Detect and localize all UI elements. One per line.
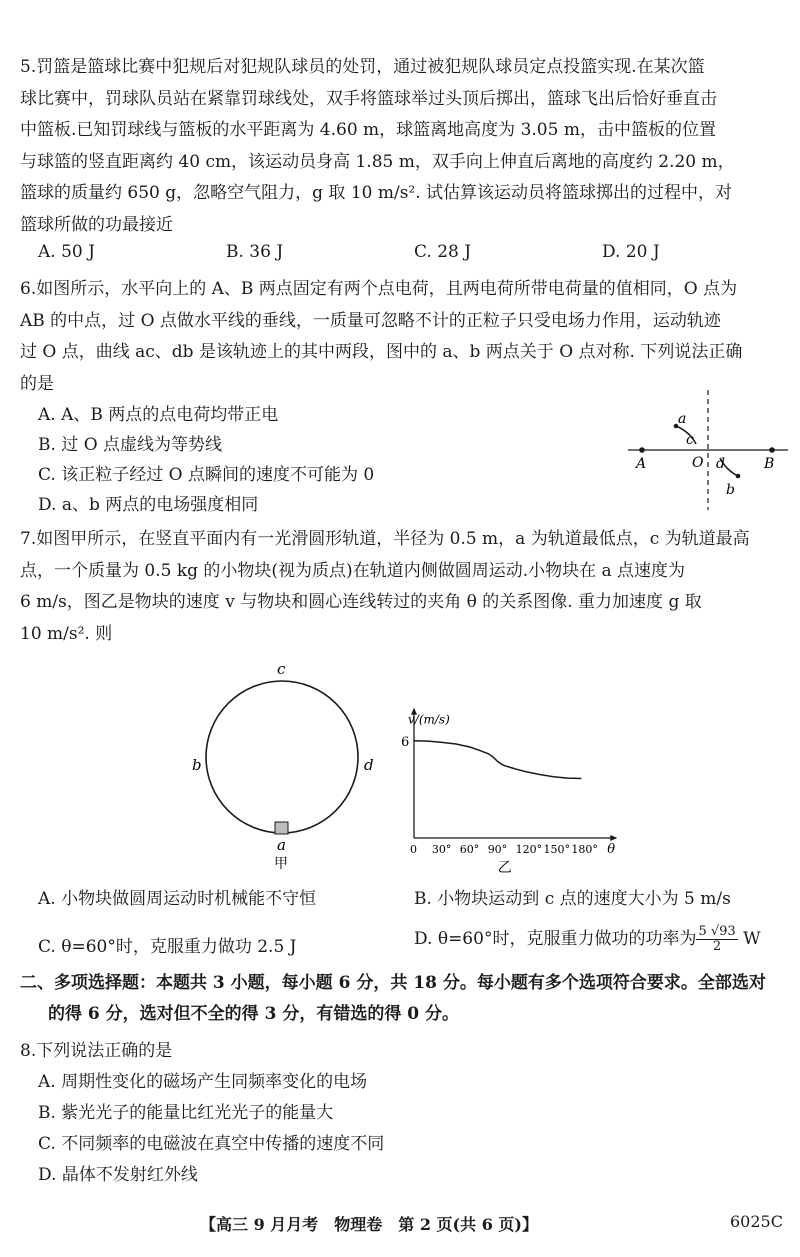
q8-option-b: B. 紫光光子的能量比红光光子的能量大	[38, 1103, 334, 1123]
q5-line: 5.罚篮是篮球比赛中犯规后对犯规队球员的处罚，通过被犯规队球员定点投篮实现.在某次篮	[20, 57, 705, 77]
q6-line: 6.如图所示，水平向上的 A、B 两点固定有两个点电荷，且两电荷所带电荷量的值相同，O 点为	[20, 279, 738, 299]
section-2-heading	[20, 968, 782, 1030]
q6-line: 的是	[20, 373, 54, 394]
label-c: c	[686, 432, 694, 448]
q7-option-b: B. 小物块运动到 c 点的速度大小为 5 m/s	[414, 889, 731, 909]
q5-line: 中篮板.已知罚球线与篮板的水平距离为 4.60 m，球篮离地高度为 3.05 m，击中篮板的位置	[20, 120, 716, 140]
q5-stem	[20, 52, 782, 241]
label-c: c	[277, 660, 286, 678]
x-tick-label: 0	[410, 843, 417, 856]
q6-line: 过 O 点，曲线 ac、db 是该轨迹上的其中两段，图中的 a、b 两点关于 O 点对称. 下列说法正确	[20, 342, 743, 362]
q6-stem	[20, 274, 782, 400]
q6-line: AB 的中点，过 O 点做水平线的垂线，一质量可忽略不计的正粒子只受电场力作用，运动轨迹	[20, 310, 721, 331]
q7-option-d	[414, 924, 761, 954]
q8-option-a: A. 周期性变化的磁场产生同频率变化的电场	[38, 1072, 368, 1092]
q5-option-a: A. 50 J	[38, 242, 95, 262]
q8-option-d: D. 晶体不发射红外线	[38, 1165, 198, 1185]
page-code: 6025C	[730, 1212, 783, 1231]
q7-chart	[392, 644, 632, 880]
fraction-numerator: 5 √93	[698, 924, 736, 939]
fraction	[696, 925, 737, 954]
x-tick-label: 180°	[571, 843, 598, 856]
y-tick-label: 6	[401, 734, 410, 750]
q7-figure-circle	[180, 660, 380, 870]
q6-figure	[620, 388, 792, 512]
q7-option-d-unit: W	[737, 929, 761, 949]
q7-line: 10 m/s². 则	[20, 623, 113, 644]
label-b: b	[192, 756, 202, 774]
label-d: d	[716, 456, 725, 472]
q6-option-b: B. 过 O 点虚线为等势线	[38, 435, 223, 455]
point-b	[736, 474, 741, 479]
label-a: a	[678, 411, 687, 427]
point-B	[769, 447, 775, 453]
q5-option-c: C. 28 J	[414, 242, 472, 262]
q7-stem	[20, 524, 782, 650]
q7-line: 7.如图甲所示，在竖直平面内有一光滑圆形轨道，半径为 0.5 m，a 为轨道最低点，c 为轨道最高	[20, 529, 750, 549]
x-tick-label: 30°	[431, 843, 452, 856]
x-axis-label: θ	[607, 842, 616, 857]
q6-option-d: D. a、b 两点的电场强度相同	[38, 495, 259, 515]
q8-option-c: C. 不同频率的电磁波在真空中传播的速度不同	[38, 1134, 385, 1154]
q5-line: 与球篮的竖直距离约 40 cm，该运动员身高 1.85 m，双手向上伸直后离地的高度约 2.20 m，	[20, 151, 735, 172]
x-tick-label: 90°	[487, 843, 508, 856]
label-O: O	[692, 455, 704, 471]
label-b: b	[726, 482, 735, 498]
fraction-denominator: 2	[712, 939, 722, 954]
section-2-line: 的得 6 分，选对但不全的得 3 分，有错选的得 0 分。	[48, 1004, 459, 1024]
series-line-v	[414, 741, 581, 779]
page-footer: 【高三 9 月月考 物理卷 第 2 页(共 6 页)】	[200, 1215, 538, 1234]
q7-line: 点，一个质量为 0.5 kg 的小物块(视为质点)在轨道内侧做圆周运动.小物块在 a 点速度为	[20, 560, 686, 581]
section-2-line: 二、多项选择题：本题共 3 小题，每小题 6 分，共 18 分。每小题有多个选项符合要求。全部选对	[20, 973, 766, 993]
q5-option-b: B. 36 J	[226, 242, 284, 262]
chart-caption: 乙	[497, 860, 512, 876]
q6-option-c: C. 该正粒子经过 O 点瞬间的速度不可能为 0	[38, 465, 375, 485]
q7-line: 6 m/s，图乙是物块的速度 v 与物块和圆心连线转过的夹角 θ 的关系图像. 重力加速度 g 取	[20, 592, 702, 612]
q5-line: 篮球所做的功最接近	[20, 214, 173, 235]
point-A	[639, 447, 645, 453]
q8-stem: 8.下列说法正确的是	[20, 1041, 173, 1061]
q7-option-c: C. θ=60°时，克服重力做功 2.5 J	[38, 937, 297, 957]
caption-jia: 甲	[274, 856, 288, 870]
q5-line: 篮球的质量约 650 g，忽略空气阻力，g 取 10 m/s². 试估算该运动员将篮球掷出的过程中，对	[20, 183, 733, 203]
circular-track	[206, 681, 358, 833]
label-A: A	[636, 456, 647, 472]
x-tick-label: 60°	[459, 843, 480, 856]
q6-option-a: A. A、B 两点的点电荷均带正电	[38, 405, 279, 425]
q7-option-a: A. 小物块做圆周运动时机械能不守恒	[38, 889, 317, 909]
q7-option-d-prefix: D. θ=60°时，克服重力做功的功率为	[414, 929, 697, 949]
x-axis-arrow	[610, 835, 617, 841]
q5-option-d: D. 20 J	[602, 242, 660, 262]
x-tick-label: 120°	[515, 843, 543, 856]
label-a: a	[277, 836, 286, 854]
x-tick-label: 150°	[543, 843, 570, 856]
label-B: B	[764, 456, 775, 472]
small-block	[275, 822, 288, 834]
label-d: d	[364, 756, 374, 774]
y-axis-label: v/(m/s)	[408, 712, 450, 727]
q5-line: 球比赛中，罚球队员站在紧靠罚球线处，双手将篮球举过头顶后掷出，篮球飞出后恰好垂直击	[20, 88, 717, 109]
